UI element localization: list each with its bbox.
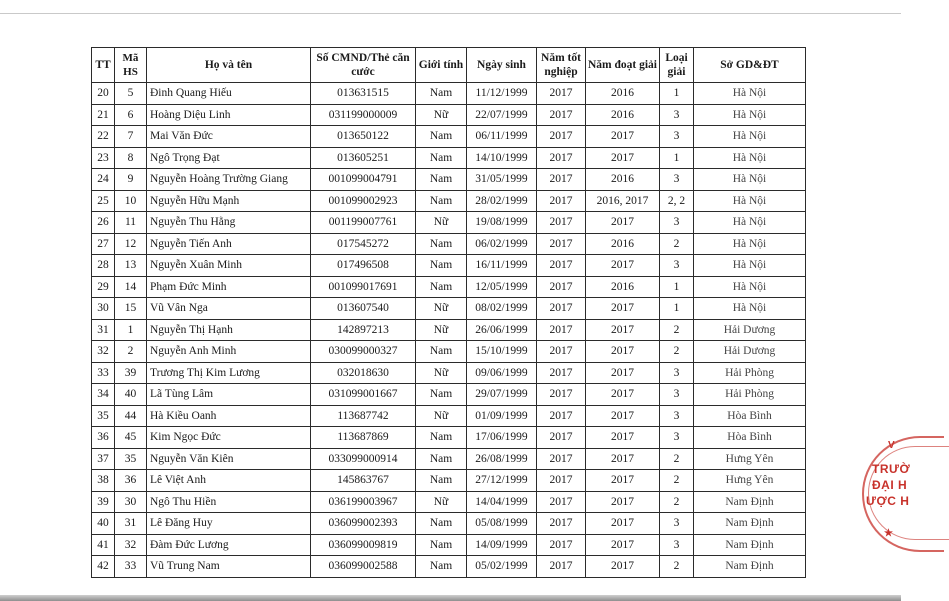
header-ma-hs-text: Mã HS bbox=[122, 52, 139, 78]
stamp-text-1: V bbox=[888, 440, 896, 451]
cell-tt: 34 bbox=[92, 384, 115, 406]
cell-award-level: 3 bbox=[660, 169, 694, 191]
table-row bbox=[92, 341, 806, 363]
cell-grad-year: 2017 bbox=[537, 233, 586, 255]
cell-name: Kim Ngọc Đức bbox=[147, 427, 311, 449]
cell-gender: Nam bbox=[416, 470, 467, 492]
cell-cmnd: 113687869 bbox=[311, 427, 416, 449]
header-ma-hs bbox=[115, 48, 147, 83]
table-row bbox=[92, 298, 806, 320]
cell-gender: Nam bbox=[416, 147, 467, 169]
cell-tt: 33 bbox=[92, 362, 115, 384]
cell-grad-year: 2017 bbox=[537, 384, 586, 406]
cell-grad-year: 2017 bbox=[537, 147, 586, 169]
cell-award-level: 1 bbox=[660, 83, 694, 105]
cell-name: Lê Đăng Huy bbox=[147, 513, 311, 535]
cell-dob: 17/06/1999 bbox=[467, 427, 537, 449]
cell-dob: 09/06/1999 bbox=[467, 362, 537, 384]
cell-ma-hs: 9 bbox=[115, 169, 147, 191]
cell-name: Nguyễn Anh Minh bbox=[147, 341, 311, 363]
cell-dob: 15/10/1999 bbox=[467, 341, 537, 363]
cell-ma-hs: 36 bbox=[115, 470, 147, 492]
cell-name: Trương Thị Kim Lương bbox=[147, 362, 311, 384]
cell-cmnd: 001099002923 bbox=[311, 190, 416, 212]
cell-cmnd: 036099002588 bbox=[311, 556, 416, 578]
table-row bbox=[92, 212, 806, 234]
cell-dob: 16/11/1999 bbox=[467, 255, 537, 277]
cell-dob: 31/05/1999 bbox=[467, 169, 537, 191]
header-ngay-sinh: Ngày sinh bbox=[467, 48, 537, 83]
table-row bbox=[92, 104, 806, 126]
cell-cmnd: 017496508 bbox=[311, 255, 416, 277]
cell-tt: 29 bbox=[92, 276, 115, 298]
cell-ma-hs: 1 bbox=[115, 319, 147, 341]
cell-name: Nguyễn Hữu Mạnh bbox=[147, 190, 311, 212]
cell-grad-year: 2017 bbox=[537, 212, 586, 234]
cell-dob: 11/12/1999 bbox=[467, 83, 537, 105]
cell-tt: 35 bbox=[92, 405, 115, 427]
cell-gender: Nam bbox=[416, 556, 467, 578]
cell-cmnd: 001199007761 bbox=[311, 212, 416, 234]
table-body bbox=[92, 83, 806, 578]
cell-name: Vũ Trung Nam bbox=[147, 556, 311, 578]
cell-grad-year: 2017 bbox=[537, 491, 586, 513]
cell-tt: 38 bbox=[92, 470, 115, 492]
cell-award-year: 2016 bbox=[586, 83, 660, 105]
cell-gender: Nam bbox=[416, 427, 467, 449]
cell-cmnd: 036199003967 bbox=[311, 491, 416, 513]
stamp-text-4: ƯỢC H bbox=[866, 494, 910, 508]
cell-department: Hải Dương bbox=[694, 341, 806, 363]
cell-department: Hà Nội bbox=[694, 212, 806, 234]
cell-cmnd: 017545272 bbox=[311, 233, 416, 255]
table-row bbox=[92, 255, 806, 277]
cell-grad-year: 2017 bbox=[537, 470, 586, 492]
table-row bbox=[92, 556, 806, 578]
cell-dob: 12/05/1999 bbox=[467, 276, 537, 298]
header-nam-tot-nghiep: Năm tốt nghiệp bbox=[537, 48, 586, 83]
cell-award-year: 2017 bbox=[586, 427, 660, 449]
cell-gender: Nam bbox=[416, 448, 467, 470]
table-row bbox=[92, 470, 806, 492]
cell-grad-year: 2017 bbox=[537, 341, 586, 363]
table-row bbox=[92, 384, 806, 406]
cell-ma-hs: 11 bbox=[115, 212, 147, 234]
table-row bbox=[92, 405, 806, 427]
cell-grad-year: 2017 bbox=[537, 513, 586, 535]
cell-gender: Nam bbox=[416, 513, 467, 535]
cell-cmnd: 013631515 bbox=[311, 83, 416, 105]
cell-department: Hà Nội bbox=[694, 169, 806, 191]
cell-award-level: 3 bbox=[660, 384, 694, 406]
cell-tt: 24 bbox=[92, 169, 115, 191]
cell-gender: Nam bbox=[416, 169, 467, 191]
cell-award-level: 2 bbox=[660, 319, 694, 341]
cell-name: Hoàng Diệu Linh bbox=[147, 104, 311, 126]
cell-grad-year: 2017 bbox=[537, 298, 586, 320]
cell-award-year: 2017 bbox=[586, 384, 660, 406]
cell-gender: Nam bbox=[416, 276, 467, 298]
cell-gender: Nữ bbox=[416, 212, 467, 234]
cell-award-level: 3 bbox=[660, 427, 694, 449]
cell-ma-hs: 40 bbox=[115, 384, 147, 406]
cell-award-year: 2017 bbox=[586, 362, 660, 384]
cell-department: Hòa Bình bbox=[694, 427, 806, 449]
cell-name: Nguyễn Hoàng Trường Giang bbox=[147, 169, 311, 191]
table-header-row bbox=[92, 48, 806, 83]
cell-department: Nam Định bbox=[694, 513, 806, 535]
table-row bbox=[92, 147, 806, 169]
cell-ma-hs: 45 bbox=[115, 427, 147, 449]
cell-award-year: 2017 bbox=[586, 534, 660, 556]
cell-ma-hs: 32 bbox=[115, 534, 147, 556]
cell-award-year: 2017 bbox=[586, 126, 660, 148]
cell-tt: 20 bbox=[92, 83, 115, 105]
cell-award-level: 2 bbox=[660, 448, 694, 470]
cell-grad-year: 2017 bbox=[537, 405, 586, 427]
cell-dob: 05/02/1999 bbox=[467, 556, 537, 578]
cell-award-year: 2017 bbox=[586, 405, 660, 427]
cell-award-year: 2017 bbox=[586, 470, 660, 492]
cell-ma-hs: 12 bbox=[115, 233, 147, 255]
cell-cmnd: 036099002393 bbox=[311, 513, 416, 535]
table-row bbox=[92, 534, 806, 556]
cell-award-year: 2017 bbox=[586, 513, 660, 535]
cell-dob: 14/04/1999 bbox=[467, 491, 537, 513]
table-row bbox=[92, 491, 806, 513]
cell-name: Lê Việt Anh bbox=[147, 470, 311, 492]
stamp-star-icon: ★ bbox=[884, 528, 894, 539]
cell-dob: 19/08/1999 bbox=[467, 212, 537, 234]
cell-department: Hà Nội bbox=[694, 255, 806, 277]
table-row bbox=[92, 83, 806, 105]
cell-tt: 37 bbox=[92, 448, 115, 470]
cell-award-year: 2016 bbox=[586, 169, 660, 191]
cell-cmnd: 031199000009 bbox=[311, 104, 416, 126]
header-so-gddt: Sở GD&ĐT bbox=[694, 48, 806, 83]
cell-cmnd: 001099017691 bbox=[311, 276, 416, 298]
cell-name: Nguyễn Thu Hằng bbox=[147, 212, 311, 234]
cell-award-year: 2017 bbox=[586, 491, 660, 513]
cell-grad-year: 2017 bbox=[537, 534, 586, 556]
cell-name: Ngô Trọng Đạt bbox=[147, 147, 311, 169]
cell-gender: Nữ bbox=[416, 319, 467, 341]
cell-award-level: 1 bbox=[660, 147, 694, 169]
cell-dob: 05/08/1999 bbox=[467, 513, 537, 535]
cell-cmnd: 031099001667 bbox=[311, 384, 416, 406]
cell-cmnd: 013650122 bbox=[311, 126, 416, 148]
cell-tt: 25 bbox=[92, 190, 115, 212]
cell-grad-year: 2017 bbox=[537, 169, 586, 191]
cell-grad-year: 2017 bbox=[537, 276, 586, 298]
cell-dob: 06/02/1999 bbox=[467, 233, 537, 255]
cell-grad-year: 2017 bbox=[537, 319, 586, 341]
table-row bbox=[92, 319, 806, 341]
table-row bbox=[92, 513, 806, 535]
cell-name: Đinh Quang Hiếu bbox=[147, 83, 311, 105]
red-seal-stamp bbox=[862, 436, 922, 548]
cell-cmnd: 013607540 bbox=[311, 298, 416, 320]
cell-department: Hà Nội bbox=[694, 276, 806, 298]
table-row bbox=[92, 233, 806, 255]
cell-gender: Nam bbox=[416, 534, 467, 556]
cell-gender: Nam bbox=[416, 341, 467, 363]
cell-department: Hòa Bình bbox=[694, 405, 806, 427]
table-row bbox=[92, 362, 806, 384]
cell-ma-hs: 39 bbox=[115, 362, 147, 384]
cell-grad-year: 2017 bbox=[537, 190, 586, 212]
cell-cmnd: 033099000914 bbox=[311, 448, 416, 470]
cell-award-level: 2, 2 bbox=[660, 190, 694, 212]
cell-award-level: 2 bbox=[660, 556, 694, 578]
cell-dob: 22/07/1999 bbox=[467, 104, 537, 126]
cell-gender: Nữ bbox=[416, 104, 467, 126]
cell-tt: 41 bbox=[92, 534, 115, 556]
cell-department: Nam Định bbox=[694, 491, 806, 513]
cell-tt: 28 bbox=[92, 255, 115, 277]
stamp-text-2: TRƯỜ bbox=[872, 462, 911, 476]
cell-name: Nguyễn Tiến Anh bbox=[147, 233, 311, 255]
cell-cmnd: 032018630 bbox=[311, 362, 416, 384]
cell-cmnd: 113687742 bbox=[311, 405, 416, 427]
cell-gender: Nam bbox=[416, 233, 467, 255]
cell-department: Hưng Yên bbox=[694, 448, 806, 470]
cell-ma-hs: 7 bbox=[115, 126, 147, 148]
cell-award-year: 2017 bbox=[586, 147, 660, 169]
cell-gender: Nữ bbox=[416, 405, 467, 427]
cell-gender: Nam bbox=[416, 190, 467, 212]
cell-dob: 06/11/1999 bbox=[467, 126, 537, 148]
table-row bbox=[92, 169, 806, 191]
cell-award-year: 2017 bbox=[586, 212, 660, 234]
cell-award-year: 2017 bbox=[586, 556, 660, 578]
cell-gender: Nam bbox=[416, 83, 467, 105]
cell-department: Hà Nội bbox=[694, 104, 806, 126]
cell-department: Hải Phòng bbox=[694, 384, 806, 406]
cell-dob: 14/10/1999 bbox=[467, 147, 537, 169]
cell-grad-year: 2017 bbox=[537, 83, 586, 105]
cell-department: Hưng Yên bbox=[694, 470, 806, 492]
cell-name: Mai Văn Đức bbox=[147, 126, 311, 148]
header-tt: TT bbox=[92, 48, 115, 83]
cell-award-year: 2016 bbox=[586, 104, 660, 126]
cell-ma-hs: 6 bbox=[115, 104, 147, 126]
cell-cmnd: 030099000327 bbox=[311, 341, 416, 363]
cell-department: Hà Nội bbox=[694, 190, 806, 212]
cell-grad-year: 2017 bbox=[537, 362, 586, 384]
cell-award-level: 3 bbox=[660, 534, 694, 556]
cell-award-level: 3 bbox=[660, 126, 694, 148]
cell-dob: 14/09/1999 bbox=[467, 534, 537, 556]
cell-dob: 26/08/1999 bbox=[467, 448, 537, 470]
cell-gender: Nam bbox=[416, 384, 467, 406]
cell-tt: 22 bbox=[92, 126, 115, 148]
cell-award-level: 2 bbox=[660, 470, 694, 492]
cell-department: Hà Nội bbox=[694, 233, 806, 255]
cell-cmnd: 036099009819 bbox=[311, 534, 416, 556]
cell-award-level: 2 bbox=[660, 233, 694, 255]
cell-tt: 23 bbox=[92, 147, 115, 169]
cell-grad-year: 2017 bbox=[537, 556, 586, 578]
stamp-text-3: ĐẠI H bbox=[872, 478, 908, 492]
scan-bottom-band bbox=[0, 595, 901, 601]
cell-dob: 01/09/1999 bbox=[467, 405, 537, 427]
cell-award-year: 2017 bbox=[586, 341, 660, 363]
cell-name: Nguyễn Thị Hạnh bbox=[147, 319, 311, 341]
cell-ma-hs: 2 bbox=[115, 341, 147, 363]
cell-ma-hs: 10 bbox=[115, 190, 147, 212]
cell-dob: 29/07/1999 bbox=[467, 384, 537, 406]
cell-award-year: 2017 bbox=[586, 319, 660, 341]
cell-dob: 27/12/1999 bbox=[467, 470, 537, 492]
header-gioi-tinh: Giới tính bbox=[416, 48, 467, 83]
cell-award-level: 1 bbox=[660, 298, 694, 320]
cell-cmnd: 142897213 bbox=[311, 319, 416, 341]
cell-gender: Nam bbox=[416, 255, 467, 277]
cell-department: Hải Dương bbox=[694, 319, 806, 341]
cell-ma-hs: 33 bbox=[115, 556, 147, 578]
cell-gender: Nữ bbox=[416, 362, 467, 384]
cell-department: Hải Phòng bbox=[694, 362, 806, 384]
cell-dob: 08/02/1999 bbox=[467, 298, 537, 320]
cell-ma-hs: 35 bbox=[115, 448, 147, 470]
cell-award-level: 2 bbox=[660, 341, 694, 363]
cell-award-year: 2016, 2017 bbox=[586, 190, 660, 212]
cell-award-level: 3 bbox=[660, 104, 694, 126]
cell-tt: 36 bbox=[92, 427, 115, 449]
cell-department: Hà Nội bbox=[694, 126, 806, 148]
cell-department: Nam Định bbox=[694, 534, 806, 556]
header-loai-giai: Loại giải bbox=[660, 48, 694, 83]
cell-name: Hà Kiều Oanh bbox=[147, 405, 311, 427]
cell-cmnd: 013605251 bbox=[311, 147, 416, 169]
cell-grad-year: 2017 bbox=[537, 427, 586, 449]
cell-award-year: 2017 bbox=[586, 255, 660, 277]
cell-name: Nguyễn Văn Kiên bbox=[147, 448, 311, 470]
cell-grad-year: 2017 bbox=[537, 104, 586, 126]
cell-tt: 39 bbox=[92, 491, 115, 513]
cell-award-year: 2016 bbox=[586, 276, 660, 298]
cell-ma-hs: 5 bbox=[115, 83, 147, 105]
cell-award-level: 3 bbox=[660, 513, 694, 535]
cell-award-level: 3 bbox=[660, 255, 694, 277]
cell-award-year: 2017 bbox=[586, 298, 660, 320]
cell-name: Vũ Vân Nga bbox=[147, 298, 311, 320]
cell-department: Hà Nội bbox=[694, 147, 806, 169]
cell-ma-hs: 8 bbox=[115, 147, 147, 169]
header-ho-ten: Họ và tên bbox=[147, 48, 311, 83]
cell-gender: Nữ bbox=[416, 491, 467, 513]
cell-department: Hà Nội bbox=[694, 83, 806, 105]
cell-tt: 27 bbox=[92, 233, 115, 255]
scan-top-edge bbox=[0, 13, 901, 14]
cell-department: Nam Định bbox=[694, 556, 806, 578]
cell-ma-hs: 13 bbox=[115, 255, 147, 277]
cell-tt: 26 bbox=[92, 212, 115, 234]
cell-department: Hà Nội bbox=[694, 298, 806, 320]
table-row bbox=[92, 276, 806, 298]
header-nam-doat-giai: Năm đoạt giải bbox=[586, 48, 660, 83]
cell-ma-hs: 44 bbox=[115, 405, 147, 427]
cell-award-level: 3 bbox=[660, 212, 694, 234]
cell-name: Phạm Đức Minh bbox=[147, 276, 311, 298]
cell-grad-year: 2017 bbox=[537, 126, 586, 148]
header-cmnd: Số CMND/Thẻ căn cước bbox=[311, 48, 416, 83]
cell-tt: 30 bbox=[92, 298, 115, 320]
cell-name: Nguyễn Xuân Minh bbox=[147, 255, 311, 277]
cell-grad-year: 2017 bbox=[537, 255, 586, 277]
cell-ma-hs: 15 bbox=[115, 298, 147, 320]
student-roster-table bbox=[91, 47, 806, 578]
cell-gender: Nữ bbox=[416, 298, 467, 320]
cell-name: Lã Tùng Lâm bbox=[147, 384, 311, 406]
cell-tt: 32 bbox=[92, 341, 115, 363]
cell-award-level: 3 bbox=[660, 405, 694, 427]
cell-name: Ngô Thu Hiền bbox=[147, 491, 311, 513]
cell-tt: 21 bbox=[92, 104, 115, 126]
cell-award-level: 2 bbox=[660, 491, 694, 513]
cell-award-year: 2016 bbox=[586, 233, 660, 255]
cell-dob: 28/02/1999 bbox=[467, 190, 537, 212]
cell-dob: 26/06/1999 bbox=[467, 319, 537, 341]
cell-ma-hs: 14 bbox=[115, 276, 147, 298]
cell-award-year: 2017 bbox=[586, 448, 660, 470]
cell-award-level: 3 bbox=[660, 362, 694, 384]
table-row bbox=[92, 448, 806, 470]
cell-name: Đàm Đức Lương bbox=[147, 534, 311, 556]
cell-ma-hs: 30 bbox=[115, 491, 147, 513]
table-row bbox=[92, 427, 806, 449]
cell-cmnd: 145863767 bbox=[311, 470, 416, 492]
cell-grad-year: 2017 bbox=[537, 448, 586, 470]
cell-tt: 31 bbox=[92, 319, 115, 341]
table-row bbox=[92, 190, 806, 212]
cell-gender: Nam bbox=[416, 126, 467, 148]
cell-cmnd: 001099004791 bbox=[311, 169, 416, 191]
cell-tt: 42 bbox=[92, 556, 115, 578]
cell-ma-hs: 31 bbox=[115, 513, 147, 535]
cell-award-level: 1 bbox=[660, 276, 694, 298]
cell-tt: 40 bbox=[92, 513, 115, 535]
table-row bbox=[92, 126, 806, 148]
